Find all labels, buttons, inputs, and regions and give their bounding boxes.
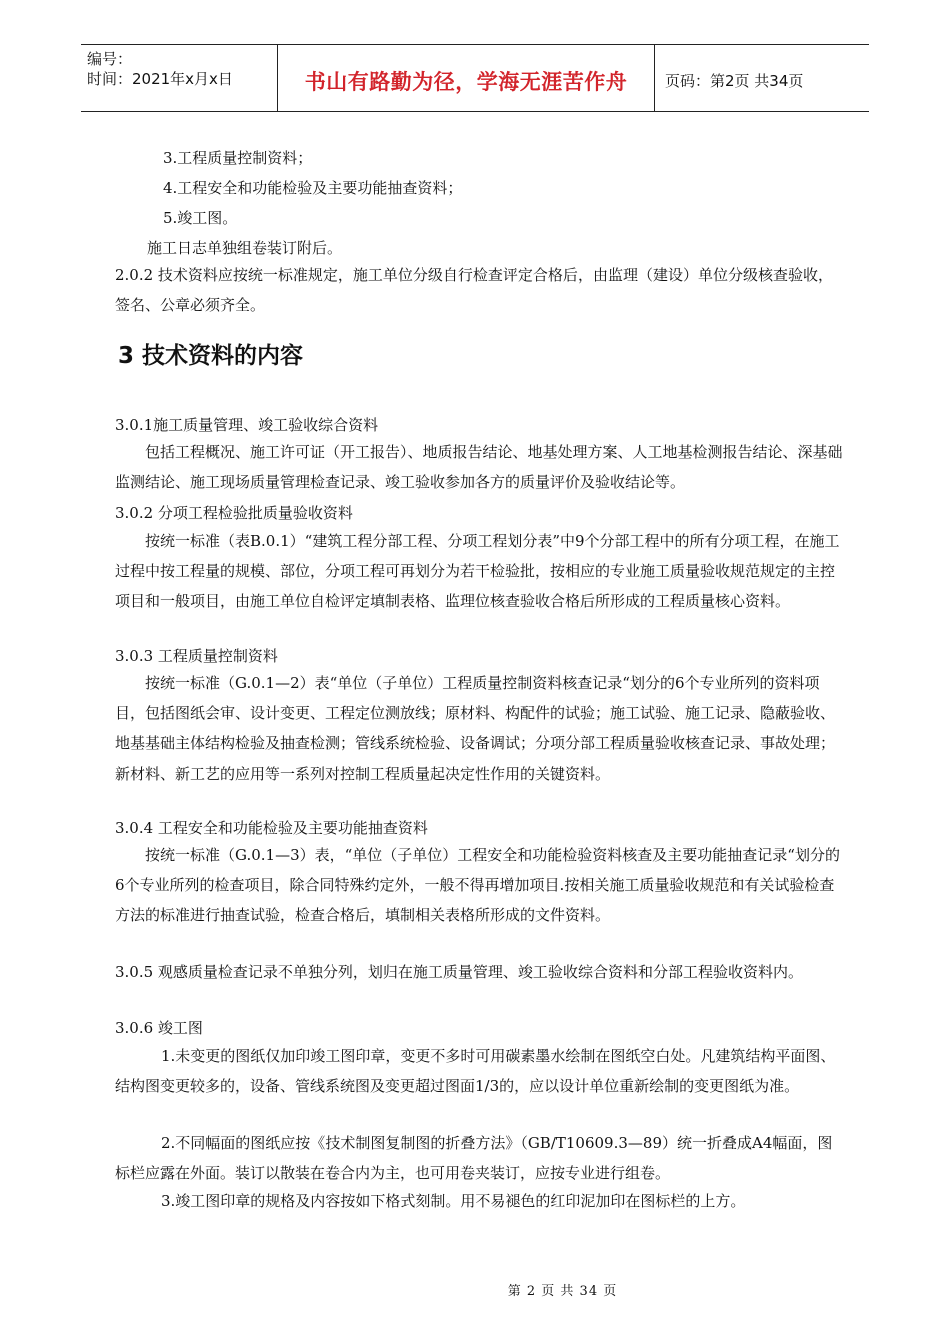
body-3-0-6-item-1: 1.未变更的图纸仅加印竣工图印章，变更不多时可用碳素墨水绘制在图纸空白处。凡建筑结构平面图、结构图变更较多的，设备、管线系统图及变更超过图面1/3的，应以设计单位重新绘制的变更图纸为准。 — [115, 1047, 836, 1096]
section-title: 3 技术资料的内容 — [118, 343, 304, 369]
list-item-3: 3.工程质量控制资料； — [163, 149, 313, 167]
clause-2-0-2: 2.0.2 技术资料应按统一标准规定，施工单位分级自行检查评定合格后，由监理（建设）单位分级核查验收，签名、公章必须齐全。 — [115, 266, 833, 315]
page-header — [81, 44, 869, 112]
heading-3-0-4: 3.0.4 工程安全和功能检验及主要功能抽查资料 — [115, 819, 428, 837]
body-3-0-3: 按统一标准（G.0.1—2）表“单位（子单位）工程质量控制资料核查记录“划分的6个专业所列的资料项目，包括图纸会审、设计变更、工程定位测放线；原材料、构配件的试验；施工试验、施工记录、隐蔽验收、地基基础主体结构检验及抽查检测；管线系统检验、设备调试；分项分部工程质量验收核查记录、事故处理；新材料、新工艺的应用等一系列对控制工程质量起决定性作用的关键资料。 — [115, 674, 836, 783]
heading-3-0-1: 3.0.1施工质量管理、竣工验收综合资料 — [115, 416, 379, 434]
diary-note: 施工日志单独组卷装订附后。 — [147, 239, 343, 257]
list-item-5: 5.竣工图。 — [163, 209, 238, 227]
header-motto: 书山有路勤为径，学海无涯苦作舟 — [278, 45, 655, 111]
header-meta — [81, 45, 278, 111]
page-footer: 第 2 页 共 34 页 — [507, 1284, 618, 1299]
clause-3-0-5: 3.0.5 观感质量检查记录不单独分列，划归在施工质量管理、竣工验收综合资料和分部工程验收资料内。 — [115, 963, 803, 981]
body-3-0-1: 包括工程概况、施工许可证（开工报告）、地质报告结论、地基处理方案、人工地基检测报告结论、深基础监测结论、施工现场质量管理检查记录、竣工验收参加各方的质量评价及验收结论等。 — [115, 443, 843, 492]
heading-3-0-2: 3.0.2 分项工程检验批质量验收资料 — [115, 504, 353, 522]
header-time-label: 时间：2021年x月x日 — [87, 70, 233, 88]
list-item-4: 4.工程安全和功能检验及主要功能抽查资料； — [163, 179, 463, 197]
header-number-label: 编号： — [87, 50, 133, 68]
header-page-info: 页码：第2页 共34页 — [665, 71, 804, 90]
body-3-0-2: 按统一标准（表B.0.1）“建筑工程分部工程、分项工程划分表”中9个分部工程中的所有分项工程，在施工过程中按工程量的规模、部位，分项工程可再划分为若干检验批，按相应的专业施工质量验收规范规定的主控项目和一般项目，由施工单位自检评定填制表格、监理位核查验收合格后所形成的工程质量核心资料。 — [115, 532, 840, 611]
body-3-0-4: 按统一标准（G.0.1—3）表，“单位（子单位）工程安全和功能检验资料核查及主要功能抽查记录“划分的6个专业所列的检查项目，除合同特殊约定外，一般不得再增加项目.按相关施工质量验收规范和有关试验检查方法的标准进行抽查试验，检查合格后，填制相关表格所形成的文件资料。 — [115, 846, 840, 925]
heading-3-0-3: 3.0.3 工程质量控制资料 — [115, 647, 278, 665]
body-3-0-6-item-2: 2.不同幅面的图纸应按《技术制图复制图的折叠方法》（GB/T10609.3—89）统一折叠成A4幅面，图标栏应露在外面。装订以散装在卷合内为主，也可用卷夹装订，应按专业进行组卷。 — [115, 1134, 833, 1183]
heading-3-0-6: 3.0.6 竣工图 — [115, 1019, 203, 1037]
body-3-0-6-item-3: 3.竣工图印章的规格及内容按如下格式刻制。用不易褪色的红印泥加印在图标栏的上方。 — [161, 1192, 746, 1210]
